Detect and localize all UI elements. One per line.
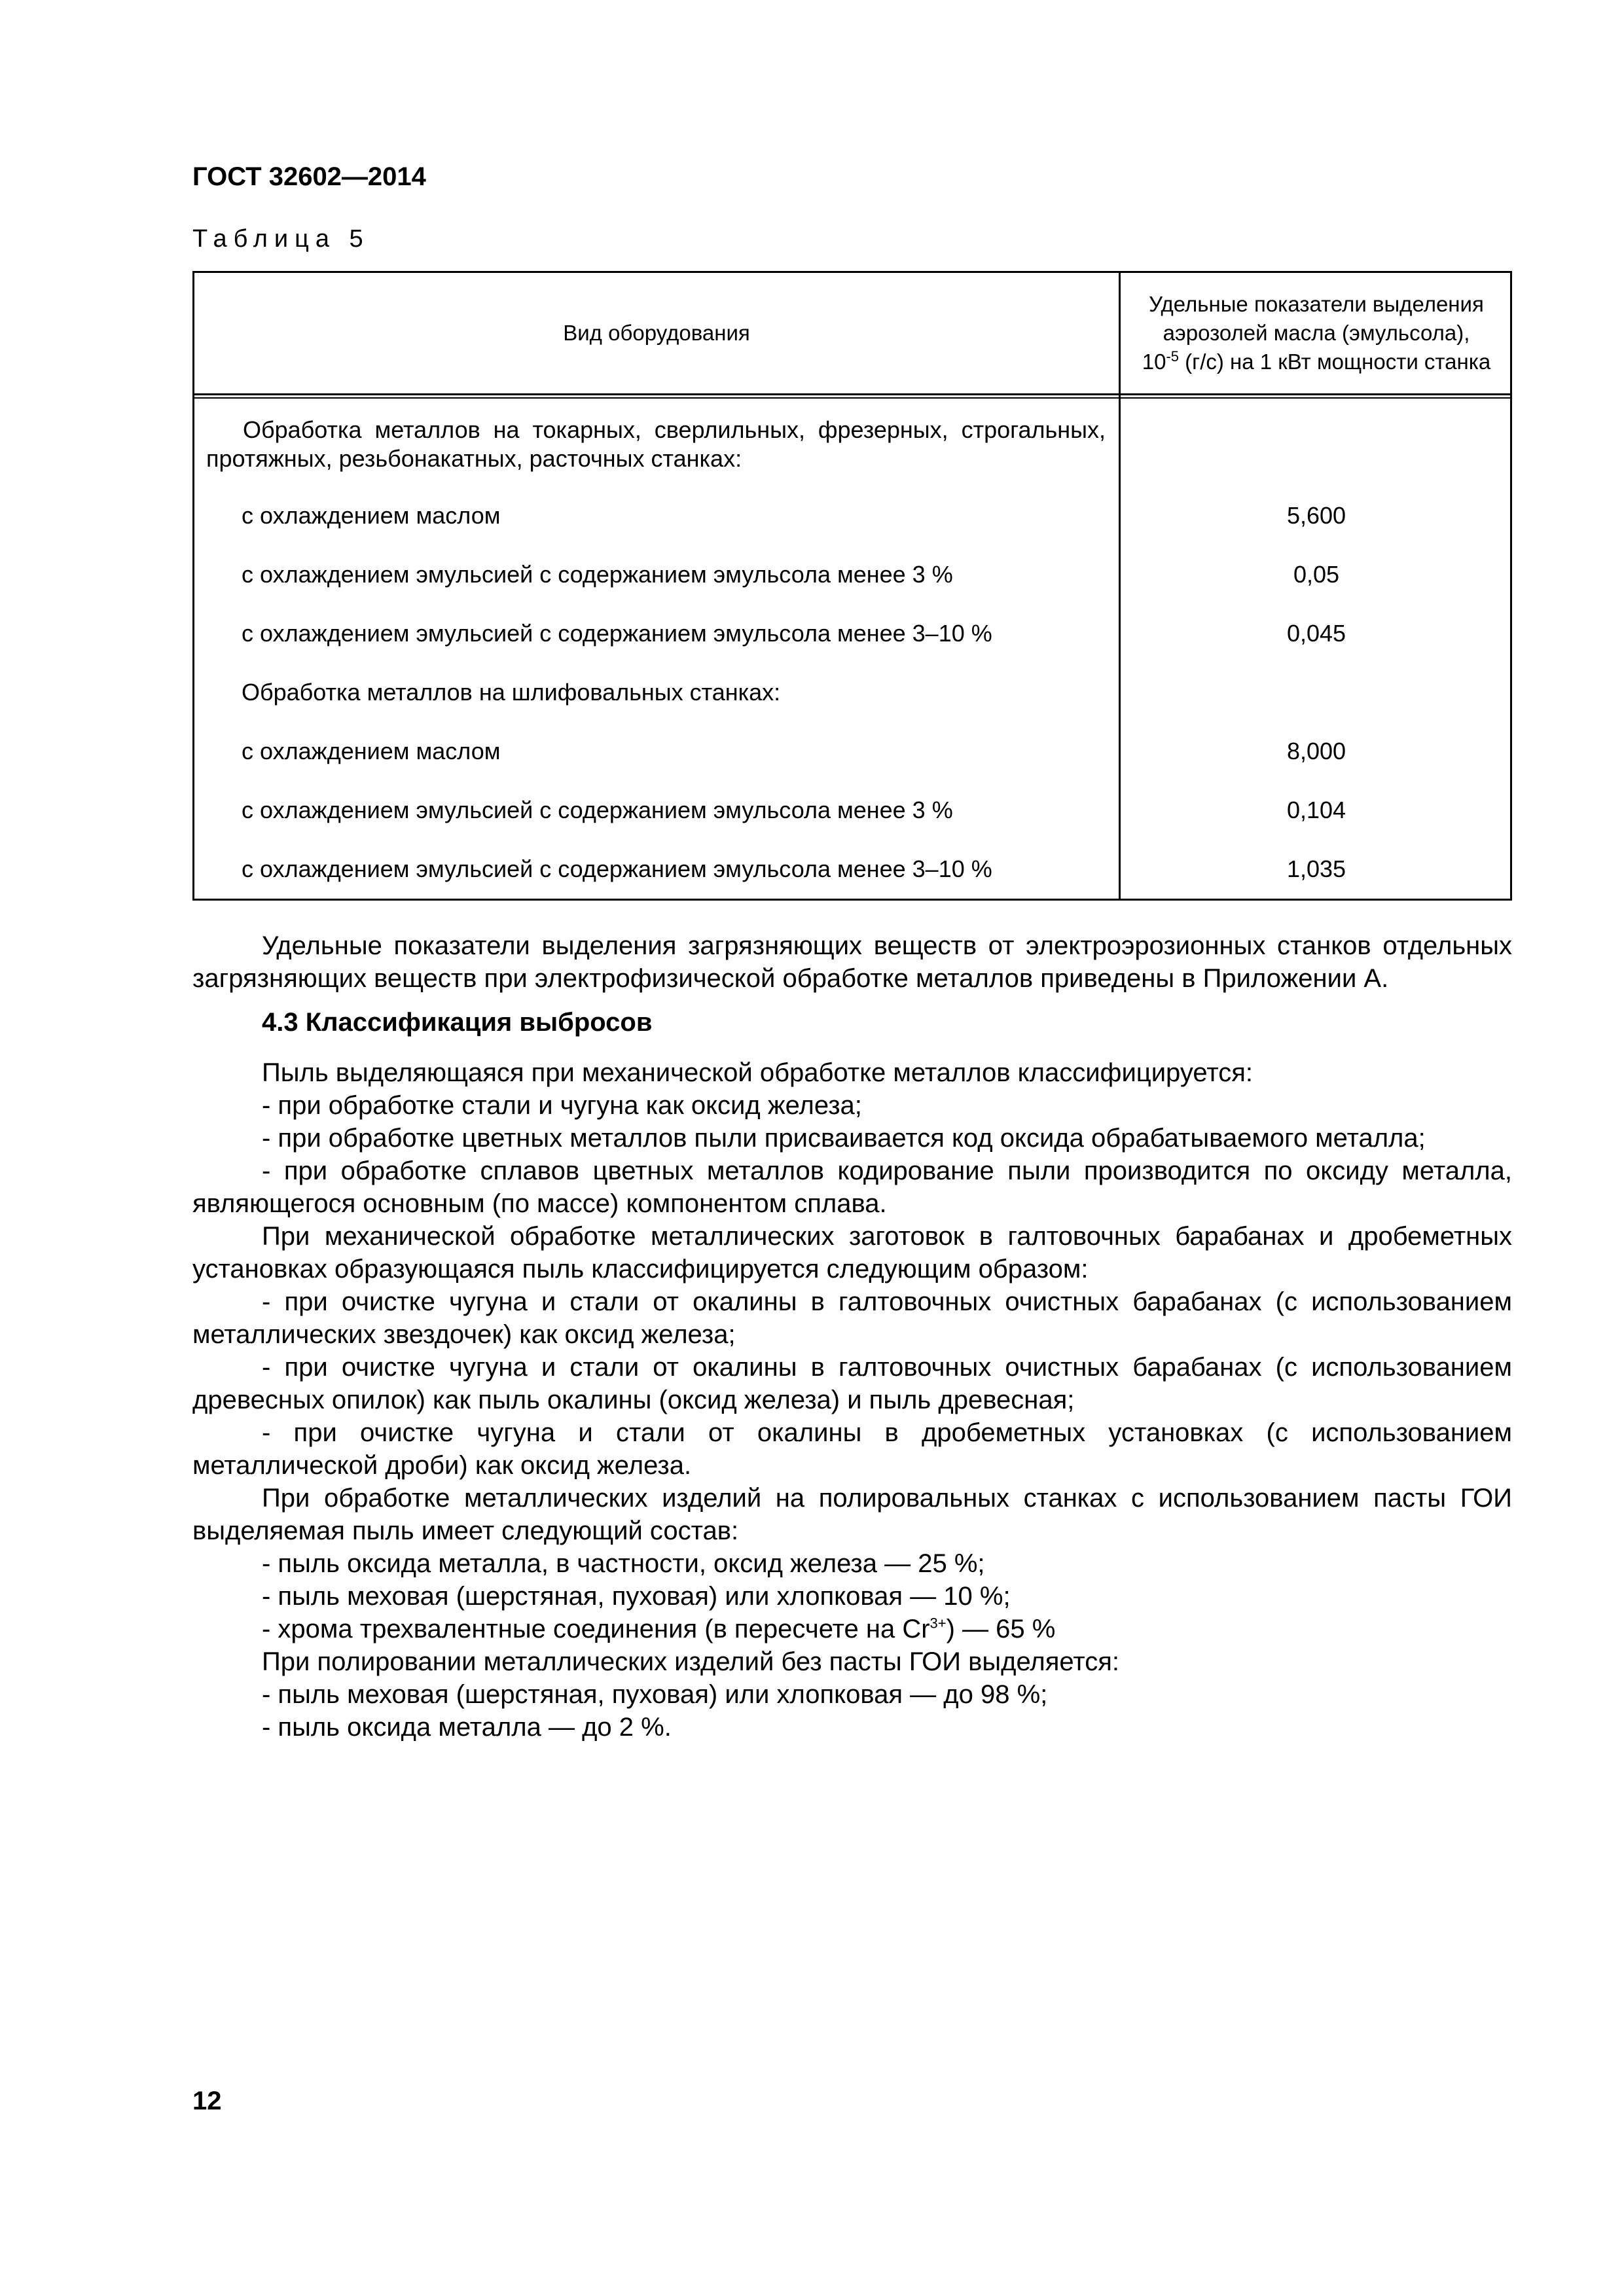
table-row-label: с охлаждением маслом bbox=[242, 738, 501, 764]
text-line: При полировании металлических изделий без пасты ГОИ выделяется: bbox=[262, 1647, 1119, 1676]
header-unit-exponent: -5 bbox=[1166, 348, 1180, 365]
chromium-charge: 3+ bbox=[929, 1615, 947, 1632]
table-header-divider-second bbox=[194, 397, 1510, 399]
table-row-value: 8,000 bbox=[1286, 738, 1346, 764]
table-row-label: с охлаждением эмульсией с содержанием эмульсола менее 3 % bbox=[242, 797, 953, 823]
table-row-value: 5,600 bbox=[1286, 502, 1346, 529]
header-unit-rest: (г/с) на 1 кВт мощности станка bbox=[1179, 350, 1491, 374]
list-item: - при обработке цветных металлов пыли присваивается код оксида обрабатываемого металла; bbox=[262, 1124, 1426, 1153]
table-intro-cell: Обработка металлов на токарных, сверлильных, фрезерных, строгальных, протяжных, резьбонакатных, расточных станках: bbox=[206, 416, 1106, 472]
table-header-divider bbox=[194, 393, 1510, 395]
table-caption: Таблица 5 bbox=[192, 225, 370, 253]
table-header-equipment: Вид оборудования bbox=[563, 321, 750, 345]
list-item bbox=[262, 1613, 1055, 1645]
page-number: 12 bbox=[192, 2087, 222, 2115]
paragraph-tumbling: При механической обработке металлических заготовок в галтовочных барабанах и дробеметных установках образующаяся пыль классифицируется следующим образом: bbox=[192, 1222, 1512, 1283]
document-header: ГОСТ 32602—2014 bbox=[192, 162, 426, 191]
paragraph-polishing: При обработке металлических изделий на полировальных станках с использованием пасты ГОИ выделяемая пыль имеет следующий состав: bbox=[192, 1484, 1512, 1545]
chromium-percent: ) — 65 % bbox=[946, 1615, 1056, 1643]
paragraph-alloys: - при обработке сплавов цветных металлов кодирование пыли производится по оксиду металла, являющегося основным (по массе) компонентом сплава. bbox=[192, 1157, 1512, 1218]
list-item: - пыль меховая (шерстяная, пуховая) или хлопковая — до 98 %; bbox=[262, 1680, 1048, 1709]
list-item: - пыль оксида металла, в частности, оксид железа — 25 %; bbox=[262, 1549, 985, 1578]
paragraph-shot-blast: - при очистке чугуна и стали от окалины в дробеметных установках (с использованием металлической дроби) как оксид железа. bbox=[192, 1418, 1512, 1480]
paragraph-electroerosion: Удельные показатели выделения загрязняющих веществ от электроэрозионных станков отдельных загрязняющих веществ при электрофизической обработке металлов приведены в Приложении А. bbox=[192, 931, 1512, 993]
table-row-label: с охлаждением эмульсией с содержанием эмульсола менее 3 % bbox=[242, 561, 953, 588]
paragraph-metal-stars: - при очистке чугуна и стали от окалины в галтовочных очистных барабанах (с использованием металлических звездочек) как оксид железа; bbox=[192, 1287, 1512, 1349]
section-heading: 4.3 Классификация выбросов bbox=[262, 1008, 653, 1037]
header-indicator-line2: аэрозолей масла (эмульсола), bbox=[1163, 321, 1470, 345]
header-unit-base: 10 bbox=[1142, 350, 1166, 374]
header-indicator-line1: Удельные показатели выделения bbox=[1149, 292, 1484, 316]
chromium-text: - хрома трехвалентные соединения (в пересчете на Cr bbox=[262, 1615, 930, 1643]
list-item: - пыль меховая (шерстяная, пуховая) или хлопковая — 10 %; bbox=[262, 1582, 1011, 1611]
table-row-label: Обработка металлов на шлифовальных станках: bbox=[242, 679, 781, 706]
table-row-value: 1,035 bbox=[1286, 855, 1346, 882]
text-line: Пыль выделяющаяся при механической обработке металлов классифицируется: bbox=[262, 1058, 1253, 1087]
header-indicator-line3 bbox=[1142, 348, 1491, 376]
table-row-value: 0,05 bbox=[1293, 561, 1340, 588]
paragraph-sawdust: - при очистке чугуна и стали от окалины в галтовочных очистных барабанах (с использованием древесных опилок) как пыль окалины (оксид железа) и пыль древесная; bbox=[192, 1353, 1512, 1414]
table-row-label: с охлаждением эмульсией с содержанием эмульсола менее 3–10 % bbox=[242, 620, 992, 647]
emission-table bbox=[192, 271, 1512, 901]
table-row-label: с охлаждением эмульсией с содержанием эмульсола менее 3–10 % bbox=[242, 855, 992, 882]
list-item: - при обработке стали и чугуна как оксид железа; bbox=[262, 1091, 862, 1120]
list-item: - пыль оксида металла — до 2 %. bbox=[262, 1713, 672, 1742]
table-row-value: 0,104 bbox=[1286, 797, 1346, 823]
table-header-indicator bbox=[1121, 273, 1512, 393]
table-row-value: 0,045 bbox=[1286, 620, 1346, 647]
table-row-label: с охлаждением маслом bbox=[242, 502, 501, 529]
